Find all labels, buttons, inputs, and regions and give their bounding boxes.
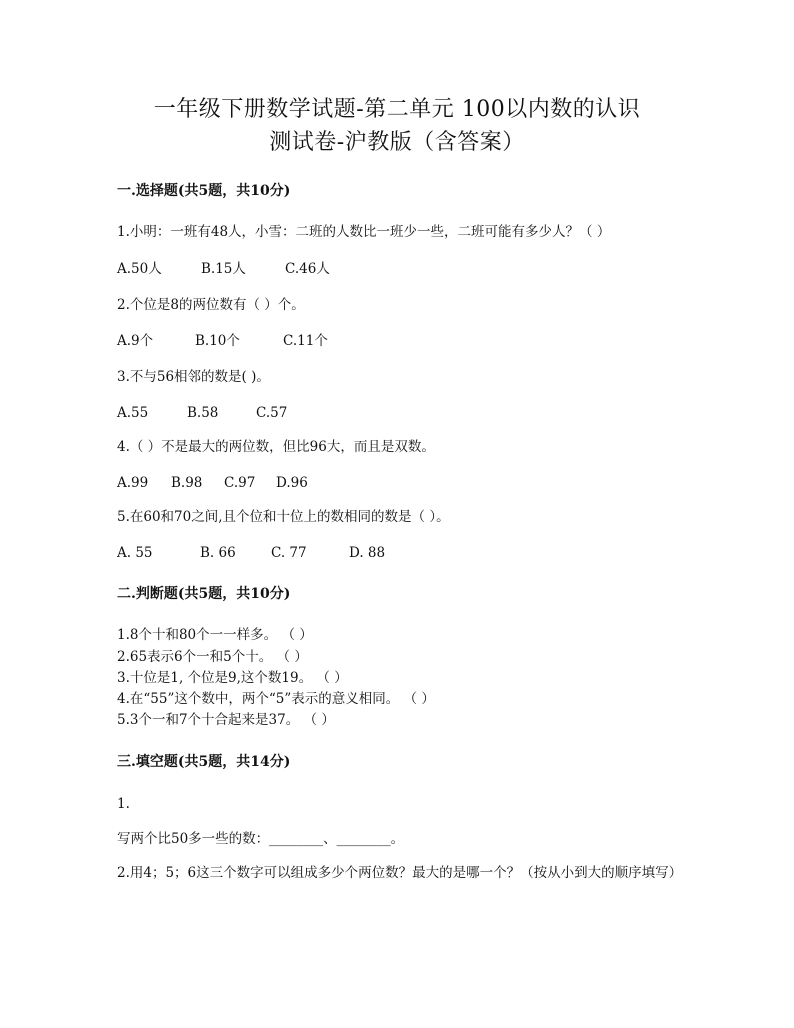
section-2-heading: 二.判断题(共5题，共10分) <box>117 586 291 602</box>
question-5-text: 5.在60和70之间,且个位和十位上的数相同的数是（ ）。 <box>117 509 450 525</box>
question-5-option-d: D. 88 <box>349 545 386 561</box>
judge-item-1: 1.8个十和80个一一样多。 （ ） <box>117 627 313 643</box>
section-3-heading: 三.填空题(共5题，共14分) <box>117 754 291 770</box>
question-4-option-a: A.99 <box>117 475 149 491</box>
question-4-option-b: B.98 <box>171 475 203 491</box>
question-1-option-c: C.46人 <box>285 261 330 277</box>
judge-item-5: 5.3个一和7个十合起来是37。 （ ） <box>117 712 335 728</box>
question-5-option-c: C. 77 <box>271 545 307 561</box>
judge-item-3: 3.十位是1, 个位是9,这个数19。 （ ） <box>117 670 348 686</box>
question-2-option-a: A.9个 <box>117 333 154 349</box>
judge-item-2: 2.65表示6个一和5个十。 （ ） <box>117 649 308 665</box>
question-5-option-b: B. 66 <box>200 545 236 561</box>
fill-question-1-number: 1. <box>117 796 130 812</box>
question-3-text: 3.不与56相邻的数是( )。 <box>117 369 270 385</box>
fill-question-2-text: 2.用4；5；6这三个数字可以组成多少个两位数？最大的是哪一个？（按从小到大的顺序填写） <box>117 865 683 881</box>
question-1-option-a: A.50人 <box>117 261 162 277</box>
question-4-option-d: D.96 <box>276 475 308 491</box>
question-3-option-a: A.55 <box>117 405 149 421</box>
question-3-option-b: B.58 <box>187 405 219 421</box>
question-1-option-b: B.15人 <box>201 261 246 277</box>
judge-item-4: 4.在“55”这个数中，两个“5”表示的意义相同。 （ ） <box>117 691 435 707</box>
title-line-1: 一年级下册数学试题-第二单元 100以内数的认识 <box>153 97 641 122</box>
fill-question-1-text: 写两个比50多一些的数：________、________。 <box>117 831 405 847</box>
question-1-text: 1.小明：一班有48人，小雪：二班的人数比一班少一些，二班可能有多少人？（ ） <box>117 224 611 240</box>
question-3-option-c: C.57 <box>256 405 288 421</box>
question-5-option-a: A. 55 <box>117 545 153 561</box>
question-2-option-c: C.11个 <box>283 333 328 349</box>
question-4-text: 4.（ ）不是最大的两位数，但比96大，而且是双数。 <box>117 439 435 455</box>
title-line-2: 测试卷-沪教版（含答案） <box>269 130 525 155</box>
question-4-option-c: C.97 <box>224 475 256 491</box>
question-2-text: 2.个位是8的两位数有（ ）个。 <box>117 297 305 313</box>
question-2-option-b: B.10个 <box>195 333 240 349</box>
section-1-heading: 一.选择题(共5题，共10分) <box>117 183 291 199</box>
